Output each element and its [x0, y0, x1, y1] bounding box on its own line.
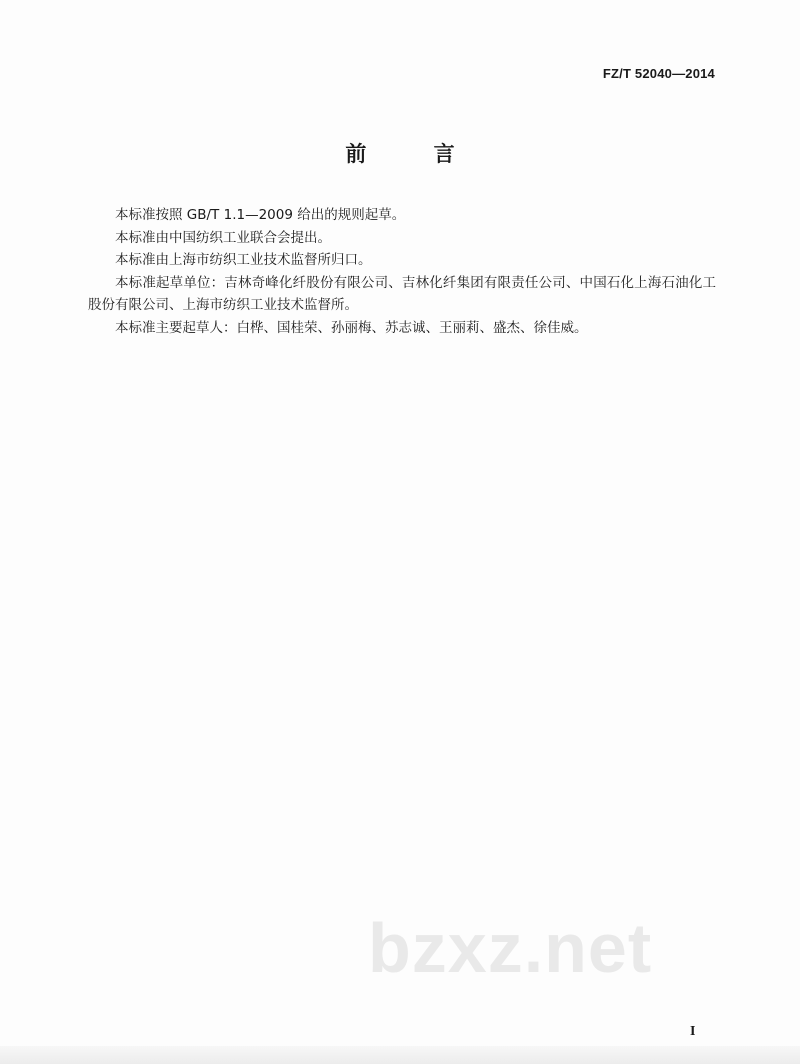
paragraph-drafting-units: 本标准起草单位：吉林奇峰化纤股份有限公司、吉林化纤集团有限责任公司、中国石化上海石油化工股份有限公司、上海市纺织工业技术监督所。: [88, 274, 716, 313]
watermark: bzxz.net: [368, 909, 653, 987]
page-bottom-edge: [0, 1046, 800, 1064]
paragraph-drafting-rules: 本标准按照 GB/T 1.1—2009 给出的规则起草。: [115, 207, 406, 223]
page-title: 前 言: [345, 142, 485, 166]
page-number: I: [690, 1024, 696, 1039]
paragraph-proposed-by: 本标准由中国纺织工业联合会提出。: [115, 229, 331, 246]
paragraph-under-jurisdiction: 本标准由上海市纺织工业技术监督所归口。: [115, 252, 372, 268]
paragraph-drafters: 本标准主要起草人：白桦、国桂荣、孙丽梅、苏志诚、王丽莉、盛杰、徐佳威。: [115, 319, 588, 336]
standard-number: FZ/T 52040—2014: [602, 66, 715, 81]
foreword-body: [88, 204, 716, 339]
